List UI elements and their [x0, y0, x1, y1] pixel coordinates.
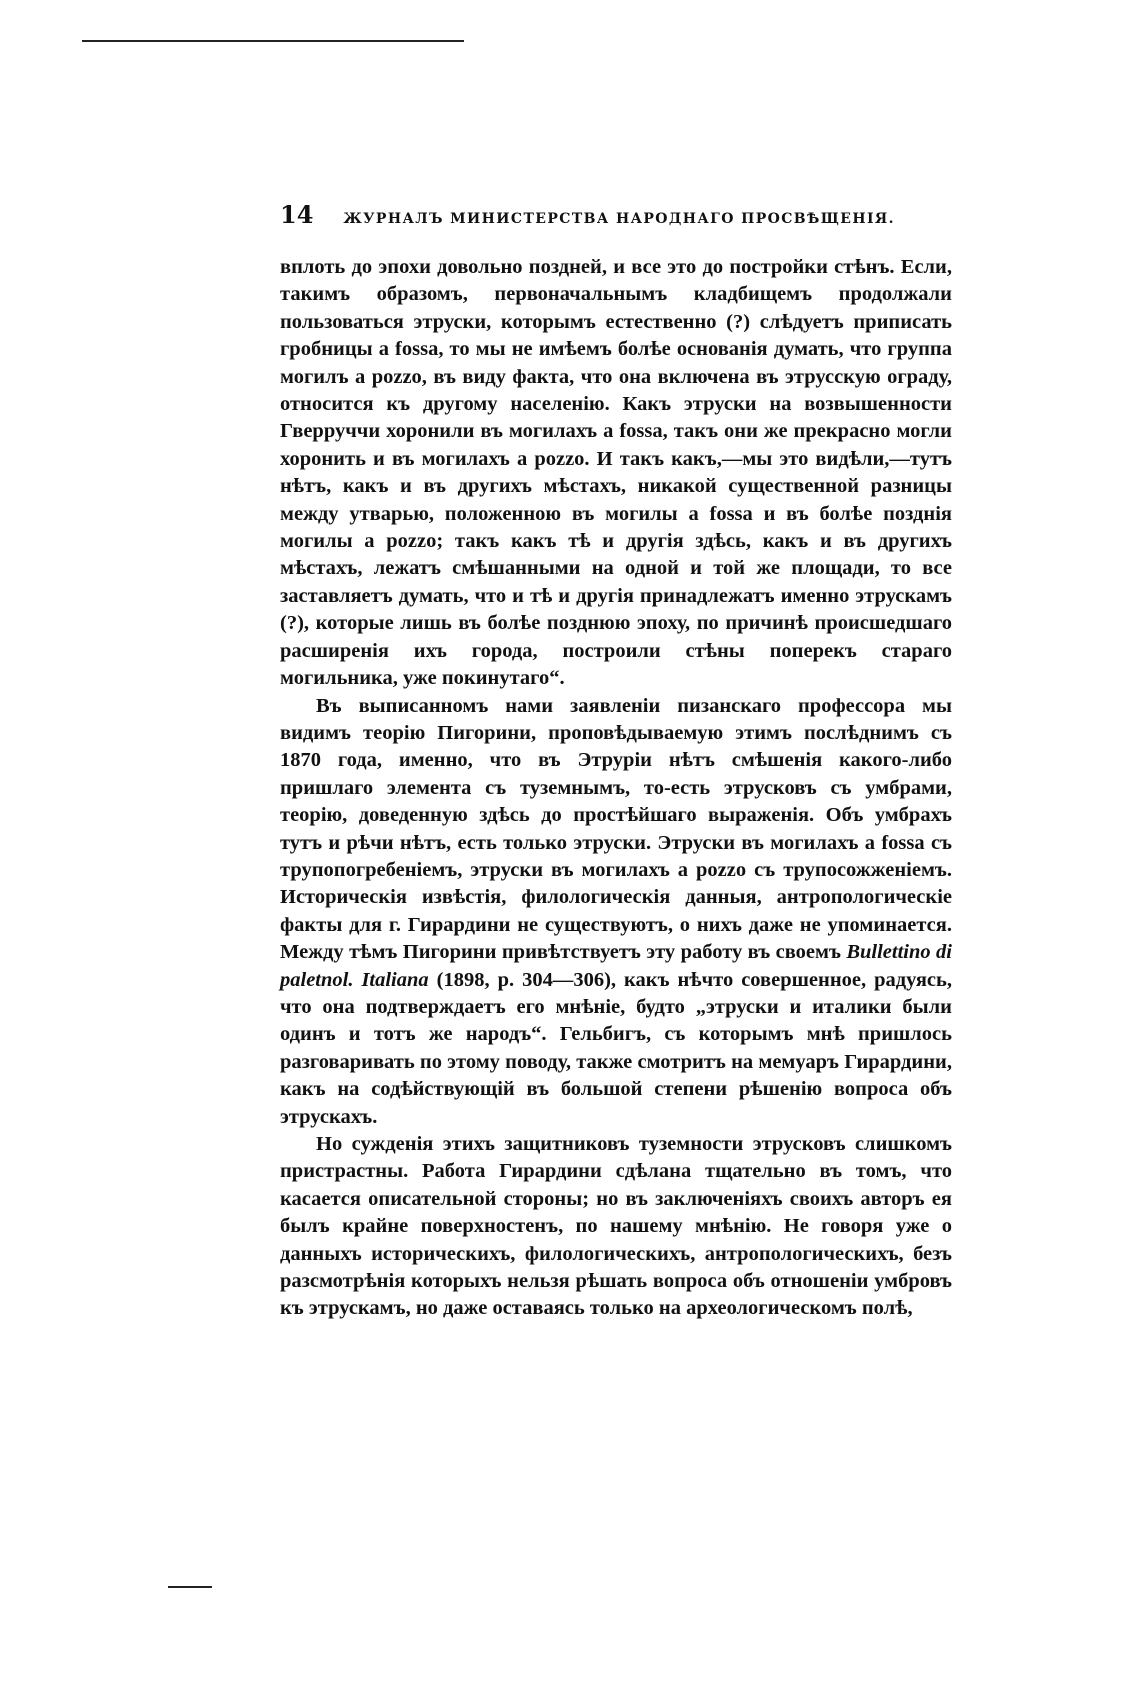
paragraph-2-text-b: (1898, p. 304—306), какъ нѣчто совершенное, радуясь, что она подтверждаетъ его мнѣніе, будто „этруски и италики были одинъ и тотъ же народъ“. Гельбигъ, съ которымъ мнѣ пришлось разговаривать по этому поводу, также смотритъ на мемуаръ Гирардини, какъ на содѣйствующій въ большой степени рѣшенію вопроса объ этрускахъ.: [280, 968, 952, 1128]
paragraph-1: вплоть до эпохи довольно поздней, и все это до постройки стѣнъ. Если, такимъ образомъ, первоначальнымъ кладбищемъ продолжали пользоваться этруски, которымъ естественно (?) слѣдуетъ приписать гробницы a fossa, то мы не имѣемъ болѣе основанія думать, что группа могилъ a pozzo, въ виду факта, что она включена въ этрусскую ограду, относится къ другому населенію. Какъ этруски на возвышенности Гверруччи хоронили въ могилахъ a fossa, такъ они же прекрасно могли хоронить и въ могилахъ a pozzo. И такъ какъ,—мы это видѣли,—тутъ нѣтъ, какъ и въ другихъ мѣстахъ, никакой существенной разницы между утварью, положенною въ могилы a fossa и въ болѣе позднія могилы a pozzo; такъ какъ тѣ и другія здѣсь, какъ и въ другихъ мѣстахъ, лежатъ смѣшанными на одной и той же площади, то все заставляетъ думать, что и тѣ и другія принадлежатъ именно этрускамъ (?), которые лишь въ болѣе позднюю эпоху, по причинѣ происшедшаго расширенія ихъ города, построили стѣны поперекъ стараго могильника, уже покинутаго“.: [280, 256, 952, 690]
page-number: 14: [280, 200, 314, 229]
bulletin-title: Bullettino di paletnol. Italiana: [280, 941, 952, 991]
running-title: ЖУРНАЛЪ МИНИСТЕРСТВА НАРОДНАГО ПРОСВѢЩЕНІЯ.: [343, 211, 895, 227]
paragraph-2: [280, 693, 952, 1132]
running-header: [280, 200, 950, 229]
paragraph-3: Но сужденія этихъ защитниковъ туземности этрусковъ слишкомъ пристрастны. Работа Гирардини сдѣлана тщательно въ томъ, что касается описательной стороны; но въ заключеніяхъ своихъ авторъ ея былъ крайне поверхностенъ, по нашему мнѣнію. Не говоря уже о данныхъ историческихъ, филологическихъ, антропологическихъ, безъ разсмотрѣнія которыхъ нельзя рѣшать вопроса объ отношеніи умбровъ къ этрускамъ, но даже оставаясь только на археологическомъ полѣ,: [280, 1133, 952, 1320]
paragraph-2-text-a: Въ выписанномъ нами заявленіи пизанскаго профессора мы видимъ теорію Пигорини, проповѣдываемую этимъ послѣднимъ съ 1870 года, именно, что въ Этруріи нѣтъ смѣшенія какого-либо пришлаго элемента съ туземнымъ, то-есть этрусковъ съ умбрами, теорію, доведенную здѣсь до простѣйшаго выраженія. Объ умбрахъ тутъ и рѣчи нѣтъ, есть только этруски. Этруски въ могилахъ a fossa съ трупопогребеніемъ, этруски въ могилахъ a pozzo съ трупосожженіемъ. Историческія извѣстія, филологическія данныя, антропологическіе факты для г. Гирардини не существуютъ, о нихъ даже не упоминается. Между тѣмъ Пигорини привѣтствуетъ эту работу въ своемъ: [280, 694, 952, 964]
top-rule: [82, 40, 464, 42]
body-text: [280, 254, 952, 1323]
margin-mark: [168, 1586, 212, 1588]
